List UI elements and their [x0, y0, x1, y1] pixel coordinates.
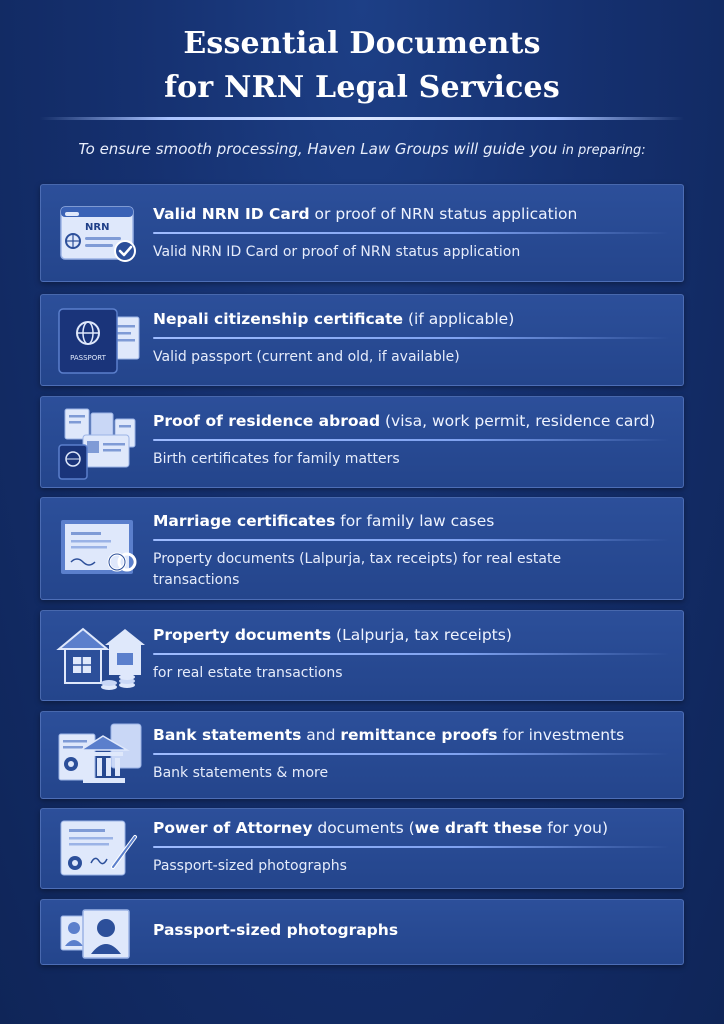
- item-divider: [153, 337, 669, 339]
- intro-main: To ensure smooth processing, Haven Law Groups will guide you: [78, 140, 558, 158]
- item-divider: [153, 846, 669, 848]
- document-card-bank: [40, 711, 684, 799]
- title-divider: [40, 117, 684, 120]
- item-subtext: Valid NRN ID Card or proof of NRN status application: [153, 244, 521, 260]
- intro-small: in preparing:: [562, 143, 646, 158]
- marriage-certificate-icon: [55, 516, 147, 582]
- item-subtext: Valid passport (current and old, if available): [153, 349, 460, 365]
- document-card-citizenship: [40, 294, 684, 386]
- property-icon: [55, 621, 147, 693]
- item-headline: Proof of residence abroad (visa, work permit, residence card): [153, 412, 656, 430]
- id-card-icon: [55, 201, 147, 267]
- item-subtext: Bank statements & more: [153, 765, 329, 781]
- passport-icon: [55, 305, 147, 377]
- document-card-nrn-id: [40, 184, 684, 282]
- id-card-text: NRN: [85, 222, 110, 233]
- title-line-1: Essential Documents: [183, 26, 541, 61]
- bank-icon: [55, 720, 147, 792]
- item-subtext: Passport-sized photographs: [153, 858, 347, 874]
- item-divider: [153, 232, 669, 234]
- passport-text: PASSPORT: [70, 354, 106, 362]
- document-card-marriage: [40, 497, 684, 600]
- item-subtext: Birth certificates for family matters: [153, 451, 400, 467]
- power-of-attorney-icon: [55, 817, 147, 883]
- document-card-property: [40, 610, 684, 701]
- item-headline: Nepali citizenship certificate (if applicable): [153, 310, 515, 328]
- item-divider: [153, 439, 669, 441]
- item-headline: Property documents (Lalpurja, tax receipts): [153, 626, 512, 644]
- intro-text: [0, 140, 724, 158]
- document-card-power-of-attorney: [40, 808, 684, 889]
- item-headline: Valid NRN ID Card or proof of NRN status application: [153, 205, 578, 223]
- document-card-residence: [40, 396, 684, 488]
- item-divider: [153, 539, 669, 541]
- item-headline: Passport-sized photographs: [153, 921, 399, 939]
- item-headline: Power of Attorney documents (we draft these for you): [153, 819, 608, 837]
- document-card-photographs: [40, 899, 684, 965]
- item-headline: Marriage certificates for family law cases: [153, 512, 495, 530]
- page-title: [0, 22, 724, 110]
- item-subtext: for real estate transactions: [153, 665, 343, 681]
- item-divider: [153, 653, 669, 655]
- residence-documents-icon: [55, 405, 147, 481]
- item-divider: [153, 753, 669, 755]
- item-subtext: Property documents (Lalpurja, tax receipts) for real estate transactions: [153, 551, 562, 588]
- title-line-2: for NRN Legal Services: [164, 70, 560, 105]
- item-headline: Bank statements and remittance proofs for investments: [153, 726, 625, 744]
- photograph-icon: [55, 906, 147, 960]
